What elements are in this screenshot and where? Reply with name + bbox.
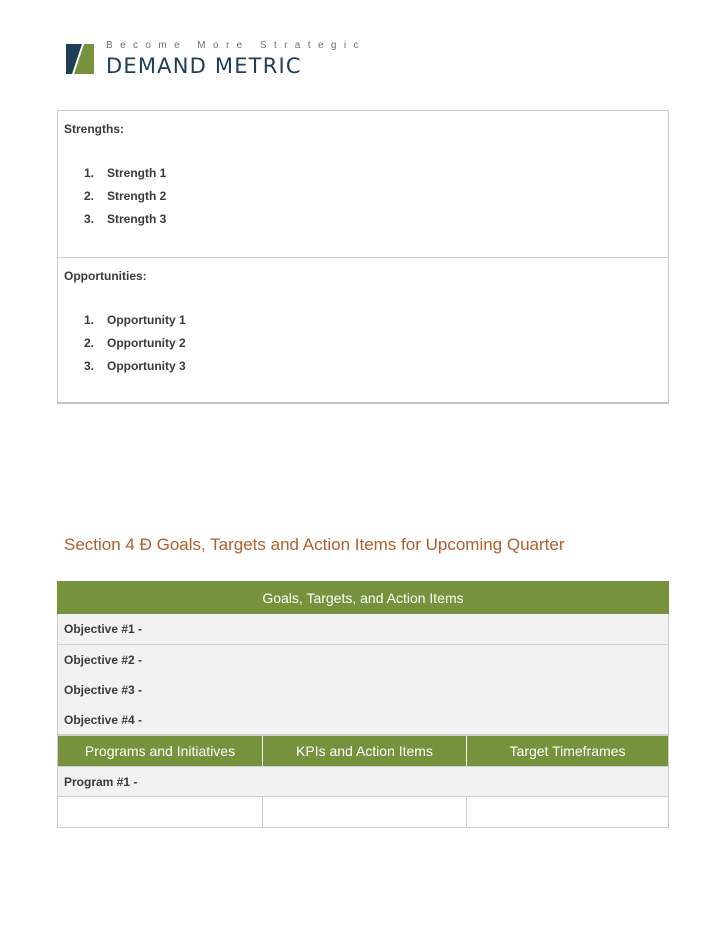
list-item [84, 336, 186, 350]
list-item [84, 189, 166, 203]
strengths-box [57, 110, 669, 258]
table-row[interactable] [57, 797, 669, 828]
table-header [57, 581, 669, 614]
table-row[interactable] [57, 767, 669, 797]
list-number: 2. [84, 336, 95, 350]
opportunities-box [57, 257, 669, 404]
list-item [84, 166, 166, 180]
logo-mark-icon [64, 42, 96, 76]
logo-wordmark: DEMAND METRIC [106, 54, 302, 78]
column-header-row [57, 735, 669, 767]
opportunities-heading: Opportunities: [64, 269, 147, 283]
table-row[interactable] [57, 645, 669, 676]
table-cell[interactable] [466, 797, 668, 827]
column-header-kpis: KPIs and Action Items [262, 736, 466, 766]
list-item-label: Strength 1 [107, 166, 167, 180]
table-cell[interactable] [58, 797, 262, 827]
table-row[interactable] [57, 675, 669, 706]
list-number: 3. [84, 212, 95, 226]
table-row[interactable] [57, 614, 669, 645]
column-header-programs: Programs and Initiatives [84, 743, 236, 759]
table-cell[interactable] [262, 797, 466, 827]
list-item-label: Opportunity 3 [107, 359, 186, 373]
list-number: 2. [84, 189, 95, 203]
program-label: Program #1 - [64, 775, 138, 789]
list-number: 1. [84, 313, 95, 327]
logo-tagline: Become More Strategic [106, 40, 366, 51]
list-item [84, 313, 186, 327]
column-header-timeframes: Target Timeframes [466, 736, 668, 766]
objective-label: Objective #1 - [64, 622, 143, 636]
list-number: 3. [84, 359, 95, 373]
list-item [84, 359, 186, 373]
table-row[interactable] [57, 705, 669, 735]
strengths-heading: Strengths: [64, 122, 124, 136]
list-item [84, 212, 166, 226]
table-header-label: Goals, Targets, and Action Items [262, 590, 464, 606]
list-item-label: Strength 3 [107, 212, 167, 226]
list-item-label: Opportunity 2 [107, 336, 186, 350]
list-item-label: Strength 2 [107, 189, 167, 203]
section-title: Section 4 Ð Goals, Targets and Action Items for Upcoming Quarter [64, 535, 565, 554]
objective-label: Objective #4 - [64, 713, 143, 727]
list-item-label: Opportunity 1 [107, 313, 186, 327]
logo [64, 40, 366, 80]
list-number: 1. [84, 166, 95, 180]
objective-label: Objective #3 - [64, 683, 143, 697]
objective-label: Objective #2 - [64, 653, 143, 667]
